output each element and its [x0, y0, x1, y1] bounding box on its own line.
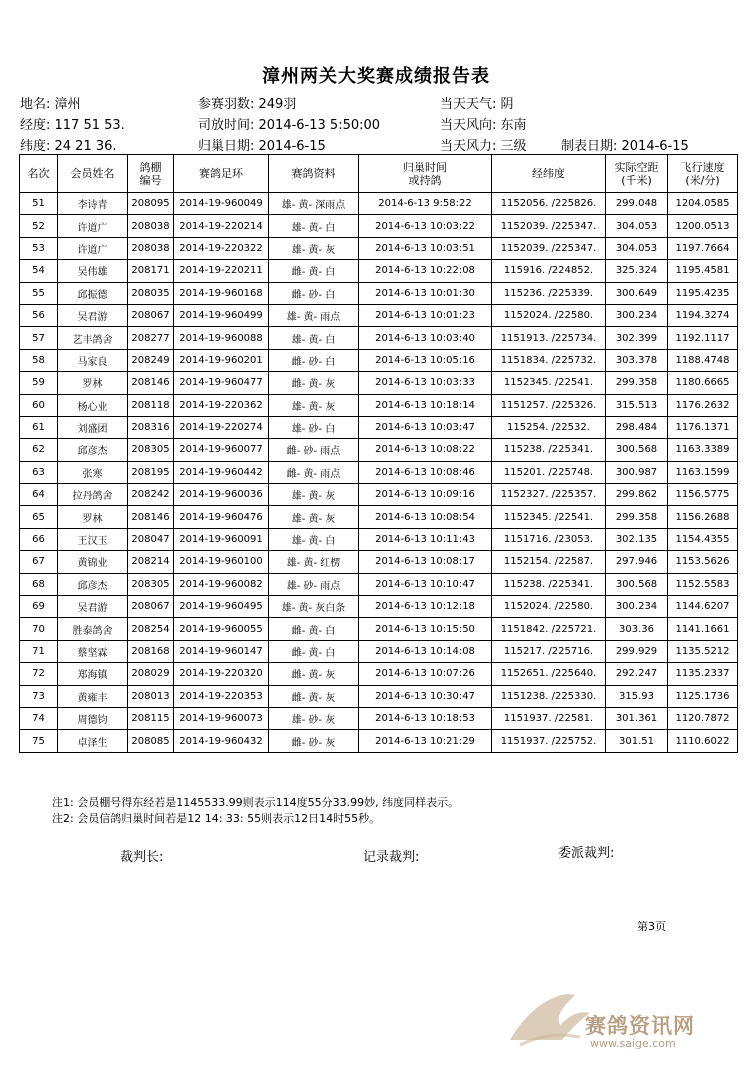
table-row: [20, 596, 738, 618]
cell-speed: 1194.3274: [668, 304, 738, 326]
cell-speed: 1176.2632: [668, 394, 738, 416]
table-row: [20, 237, 738, 259]
cell-member: 卓泽生: [58, 730, 128, 752]
cell-member: 郑海镇: [58, 663, 128, 685]
cell-ring: 2014-19-960499: [174, 304, 269, 326]
cell-member: 周德钧: [58, 707, 128, 729]
table-row: [20, 730, 738, 752]
header-ring: 赛鸽足环: [174, 155, 269, 193]
cell-loft: 208035: [128, 282, 174, 304]
cell-distance: 300.568: [606, 573, 668, 595]
cell-speed: 1163.3389: [668, 439, 738, 461]
cell-coords: 115217. /225716.: [492, 640, 606, 662]
cell-distance: 300.649: [606, 282, 668, 304]
cell-coords: 115238. /225341.: [492, 439, 606, 461]
cell-bird: 雌- 黄- 白: [269, 260, 359, 282]
cell-ring: 2014-19-960049: [174, 193, 269, 215]
cell-member: 许道广: [58, 215, 128, 237]
info-report-date: 制表日期: 2014-6-15: [561, 139, 689, 154]
cell-speed: 1110.6022: [668, 730, 738, 752]
cell-rank: 52: [20, 215, 58, 237]
table-row: [20, 215, 738, 237]
table-row: [20, 640, 738, 662]
cell-coords: 115201. /225748.: [492, 461, 606, 483]
cell-loft: 208249: [128, 349, 174, 371]
cell-member: 邱彦杰: [58, 439, 128, 461]
table-row: [20, 260, 738, 282]
cell-loft: 208038: [128, 237, 174, 259]
cell-bird: 雄- 黄- 灰: [269, 484, 359, 506]
cell-member: 胜泰鸽舍: [58, 618, 128, 640]
cell-ring: 2014-19-220214: [174, 215, 269, 237]
table-header-row: [20, 155, 738, 193]
info-weather: 当天天气: 阴: [440, 97, 514, 112]
cell-ring: 2014-19-220353: [174, 685, 269, 707]
cell-distance: 299.862: [606, 484, 668, 506]
cell-time: 2014-6-13 10:03:40: [359, 327, 492, 349]
cell-speed: 1156.2688: [668, 506, 738, 528]
header-loft: [128, 155, 174, 193]
cell-rank: 56: [20, 304, 58, 326]
page-number: 第3页: [637, 920, 666, 933]
cell-bird: 雄- 砂- 白: [269, 416, 359, 438]
header-time-line2: 或持鸽: [408, 173, 442, 187]
note-2: 注2: 会员信鸽归巢时间若是12 14: 33: 55则表示12日14时55秒。: [52, 812, 381, 825]
cell-loft: 208171: [128, 260, 174, 282]
cell-distance: 315.93: [606, 685, 668, 707]
table-row: [20, 663, 738, 685]
cell-ring: 2014-19-960073: [174, 707, 269, 729]
watermark-url: www.saige.com: [590, 1037, 676, 1050]
cell-rank: 65: [20, 506, 58, 528]
cell-ring: 2014-19-960147: [174, 640, 269, 662]
cell-coords: 1151913. /225734.: [492, 327, 606, 349]
cell-coords: 1152651. /225640.: [492, 663, 606, 685]
cell-member: 黄锦业: [58, 551, 128, 573]
cell-rank: 55: [20, 282, 58, 304]
header-distance-line1: 实际空距: [614, 160, 659, 174]
table-row: [20, 573, 738, 595]
cell-distance: 302.135: [606, 528, 668, 550]
cell-speed: 1135.2337: [668, 663, 738, 685]
cell-bird: 雌- 砂- 白: [269, 349, 359, 371]
table-row: [20, 327, 738, 349]
cell-time: 2014-6-13 10:21:29: [359, 730, 492, 752]
info-location: 地名: 漳州: [20, 97, 81, 112]
cell-time: 2014-6-13 10:11:43: [359, 528, 492, 550]
cell-member: 王汉玉: [58, 528, 128, 550]
cell-rank: 61: [20, 416, 58, 438]
table-row: [20, 193, 738, 215]
cell-speed: 1152.5583: [668, 573, 738, 595]
cell-coords: 1152327. /225357.: [492, 484, 606, 506]
cell-speed: 1195.4581: [668, 260, 738, 282]
cell-rank: 74: [20, 707, 58, 729]
cell-distance: 299.048: [606, 193, 668, 215]
info-longitude: 经度: 117 51 53.: [20, 118, 125, 133]
cell-rank: 54: [20, 260, 58, 282]
header-time-line1: 归巢时间: [403, 160, 447, 174]
cell-member: 李诗青: [58, 193, 128, 215]
cell-rank: 71: [20, 640, 58, 662]
info-latitude: 纬度: 24 21 36.: [20, 139, 117, 154]
cell-member: 吴伟雄: [58, 260, 128, 282]
cell-ring: 2014-19-960091: [174, 528, 269, 550]
cell-time: 2014-6-13 10:08:54: [359, 506, 492, 528]
header-speed: [668, 155, 738, 193]
cell-time: 2014-6-13 10:30:47: [359, 685, 492, 707]
table-row: [20, 551, 738, 573]
cell-time: 2014-6-13 10:01:23: [359, 304, 492, 326]
info-wind-force: 当天风力: 三级: [440, 139, 527, 154]
header-loft-line2: 编号: [139, 173, 162, 187]
cell-distance: 292.247: [606, 663, 668, 685]
cell-bird: 雄- 黄- 白: [269, 327, 359, 349]
cell-ring: 2014-19-960088: [174, 327, 269, 349]
cell-loft: 208115: [128, 707, 174, 729]
cell-loft: 208118: [128, 394, 174, 416]
results-table: [19, 154, 738, 753]
cell-distance: 300.568: [606, 439, 668, 461]
cell-rank: 64: [20, 484, 58, 506]
cell-bird: 雌- 黄- 灰: [269, 372, 359, 394]
cell-distance: 300.987: [606, 461, 668, 483]
cell-time: 2014-6-13 10:12:18: [359, 596, 492, 618]
header-rank: 名次: [20, 155, 58, 193]
table-row: [20, 304, 738, 326]
signature-delegated: 委派裁判:: [558, 846, 615, 861]
cell-loft: 208168: [128, 640, 174, 662]
cell-member: 许道广: [58, 237, 128, 259]
cell-loft: 208013: [128, 685, 174, 707]
cell-member: 邱彦杰: [58, 573, 128, 595]
cell-time: 2014-6-13 10:08:22: [359, 439, 492, 461]
cell-distance: 299.358: [606, 372, 668, 394]
cell-time: 2014-6-13 9:58:22: [359, 193, 492, 215]
cell-distance: 304.053: [606, 237, 668, 259]
cell-ring: 2014-19-960442: [174, 461, 269, 483]
cell-time: 2014-6-13 10:01:30: [359, 282, 492, 304]
info-participants: 参赛羽数: 249羽: [198, 97, 297, 112]
cell-distance: 302.399: [606, 327, 668, 349]
cell-member: 艺丰鸽舍: [58, 327, 128, 349]
header-member: 会员姓名: [58, 155, 128, 193]
cell-bird: 雌- 砂- 雨点: [269, 439, 359, 461]
cell-bird: 雄- 黄- 雨点: [269, 304, 359, 326]
cell-coords: 1152024. /22580.: [492, 304, 606, 326]
cell-ring: 2014-19-220211: [174, 260, 269, 282]
table-row: [20, 685, 738, 707]
table-row: [20, 528, 738, 550]
cell-time: 2014-6-13 10:15:50: [359, 618, 492, 640]
cell-distance: 298.484: [606, 416, 668, 438]
cell-ring: 2014-19-960077: [174, 439, 269, 461]
table-row: [20, 484, 738, 506]
cell-distance: 300.234: [606, 304, 668, 326]
cell-speed: 1163.1599: [668, 461, 738, 483]
cell-loft: 208067: [128, 304, 174, 326]
cell-member: 罗林: [58, 506, 128, 528]
cell-member: 邱振德: [58, 282, 128, 304]
cell-member: 吴君游: [58, 304, 128, 326]
table-row: [20, 416, 738, 438]
cell-bird: 雄- 黄- 灰: [269, 237, 359, 259]
cell-loft: 208316: [128, 416, 174, 438]
info-return-date: 归巢日期: 2014-6-15: [198, 139, 326, 154]
info-wind-direction: 当天风向: 东南: [440, 118, 527, 133]
cell-member: 马家良: [58, 349, 128, 371]
cell-loft: 208047: [128, 528, 174, 550]
cell-speed: 1156.5775: [668, 484, 738, 506]
cell-time: 2014-6-13 10:22:08: [359, 260, 492, 282]
table-row: [20, 618, 738, 640]
cell-time: 2014-6-13 10:18:14: [359, 394, 492, 416]
cell-time: 2014-6-13 10:08:46: [359, 461, 492, 483]
cell-rank: 60: [20, 394, 58, 416]
cell-time: 2014-6-13 10:03:47: [359, 416, 492, 438]
cell-rank: 59: [20, 372, 58, 394]
cell-distance: 304.053: [606, 215, 668, 237]
cell-loft: 208254: [128, 618, 174, 640]
cell-rank: 70: [20, 618, 58, 640]
cell-speed: 1195.4235: [668, 282, 738, 304]
header-time: [359, 155, 492, 193]
cell-coords: 1151834. /225732.: [492, 349, 606, 371]
cell-coords: 1152039. /225347.: [492, 215, 606, 237]
cell-coords: 1151257. /225326.: [492, 394, 606, 416]
cell-loft: 208242: [128, 484, 174, 506]
signature-chief: 裁判长:: [120, 850, 164, 865]
cell-loft: 208305: [128, 573, 174, 595]
cell-coords: 1151716. /23053.: [492, 528, 606, 550]
cell-ring: 2014-19-960495: [174, 596, 269, 618]
cell-bird: 雄- 砂- 灰: [269, 707, 359, 729]
cell-ring: 2014-19-960100: [174, 551, 269, 573]
cell-rank: 62: [20, 439, 58, 461]
header-speed-line1: 飞行速度: [680, 160, 725, 174]
cell-speed: 1204.0585: [668, 193, 738, 215]
cell-speed: 1154.4355: [668, 528, 738, 550]
cell-ring: 2014-19-960476: [174, 506, 269, 528]
cell-bird: 雄- 黄- 灰: [269, 506, 359, 528]
cell-coords: 1151937. /22581.: [492, 707, 606, 729]
cell-speed: 1188.4748: [668, 349, 738, 371]
signature-recorder: 记录裁判:: [363, 850, 420, 865]
cell-ring: 2014-19-960168: [174, 282, 269, 304]
cell-coords: 1151842. /225721.: [492, 618, 606, 640]
cell-coords: 1152024. /22580.: [492, 596, 606, 618]
cell-member: 杨心业: [58, 394, 128, 416]
cell-speed: 1141.1661: [668, 618, 738, 640]
cell-ring: 2014-19-220274: [174, 416, 269, 438]
cell-bird: 雌- 黄- 白: [269, 640, 359, 662]
table-row: [20, 349, 738, 371]
cell-speed: 1180.6665: [668, 372, 738, 394]
cell-loft: 208305: [128, 439, 174, 461]
cell-speed: 1125.1736: [668, 685, 738, 707]
cell-distance: 299.358: [606, 506, 668, 528]
cell-coords: 1152056. /225826.: [492, 193, 606, 215]
cell-coords: 1152345. /22541.: [492, 506, 606, 528]
info-release-time: 司放时间: 2014-6-13 5:50:00: [198, 118, 381, 133]
cell-coords: 1151238. /225330.: [492, 685, 606, 707]
cell-rank: 63: [20, 461, 58, 483]
watermark-text: 赛鸽资讯网: [585, 1014, 695, 1038]
cell-bird: 雌- 砂- 灰: [269, 730, 359, 752]
cell-member: 罗林: [58, 372, 128, 394]
cell-rank: 68: [20, 573, 58, 595]
cell-rank: 53: [20, 237, 58, 259]
cell-bird: 雌- 黄- 灰: [269, 663, 359, 685]
cell-ring: 2014-19-220320: [174, 663, 269, 685]
cell-ring: 2014-19-220362: [174, 394, 269, 416]
cell-distance: 297.946: [606, 551, 668, 573]
cell-loft: 208146: [128, 372, 174, 394]
cell-time: 2014-6-13 10:14:08: [359, 640, 492, 662]
cell-distance: 299.929: [606, 640, 668, 662]
cell-member: 张寒: [58, 461, 128, 483]
cell-bird: 雌- 黄- 雨点: [269, 461, 359, 483]
header-loft-line1: 鸽棚: [139, 160, 162, 174]
cell-bird: 雄- 黄- 灰: [269, 394, 359, 416]
cell-rank: 69: [20, 596, 58, 618]
cell-ring: 2014-19-960432: [174, 730, 269, 752]
cell-time: 2014-6-13 10:07:26: [359, 663, 492, 685]
table-row: [20, 439, 738, 461]
cell-member: 黄雍丰: [58, 685, 128, 707]
header-distance: [606, 155, 668, 193]
cell-distance: 325.324: [606, 260, 668, 282]
cell-distance: 300.234: [606, 596, 668, 618]
cell-time: 2014-6-13 10:03:51: [359, 237, 492, 259]
cell-distance: 315.513: [606, 394, 668, 416]
cell-member: 蔡坚霖: [58, 640, 128, 662]
cell-ring: 2014-19-220322: [174, 237, 269, 259]
cell-distance: 303.36: [606, 618, 668, 640]
cell-coords: 1151937. /225752.: [492, 730, 606, 752]
cell-rank: 75: [20, 730, 58, 752]
cell-coords: 115916. /224852.: [492, 260, 606, 282]
header-coords: 经纬度: [492, 155, 606, 193]
table-row: [20, 282, 738, 304]
cell-rank: 72: [20, 663, 58, 685]
table-row: [20, 461, 738, 483]
cell-loft: 208067: [128, 596, 174, 618]
cell-loft: 208085: [128, 730, 174, 752]
cell-distance: 301.361: [606, 707, 668, 729]
cell-time: 2014-6-13 10:09:16: [359, 484, 492, 506]
table-row: [20, 372, 738, 394]
cell-distance: 303.378: [606, 349, 668, 371]
cell-time: 2014-6-13 10:05:16: [359, 349, 492, 371]
cell-speed: 1197.7664: [668, 237, 738, 259]
cell-bird: 雌- 黄- 灰: [269, 685, 359, 707]
cell-ring: 2014-19-960201: [174, 349, 269, 371]
cell-bird: 雄- 黄- 深雨点: [269, 193, 359, 215]
cell-member: 拉丹鸽舍: [58, 484, 128, 506]
cell-rank: 58: [20, 349, 58, 371]
cell-loft: 208214: [128, 551, 174, 573]
cell-speed: 1120.7872: [668, 707, 738, 729]
header-speed-line2: (米/分): [685, 173, 720, 187]
cell-speed: 1192.1117: [668, 327, 738, 349]
cell-distance: 301.51: [606, 730, 668, 752]
cell-loft: 208029: [128, 663, 174, 685]
cell-time: 2014-6-13 10:08:17: [359, 551, 492, 573]
cell-ring: 2014-19-960036: [174, 484, 269, 506]
cell-coords: 1152345. /22541.: [492, 372, 606, 394]
cell-coords: 115236. /225339.: [492, 282, 606, 304]
cell-rank: 67: [20, 551, 58, 573]
cell-loft: 208095: [128, 193, 174, 215]
cell-loft: 208195: [128, 461, 174, 483]
cell-member: 吴君游: [58, 596, 128, 618]
note-1: 注1: 会员棚号得东经若是1145533.99则表示114度55分33.99妙, 纬度同样表示。: [52, 796, 460, 809]
table-row: [20, 707, 738, 729]
cell-loft: 208038: [128, 215, 174, 237]
cell-speed: 1153.5626: [668, 551, 738, 573]
cell-speed: 1176.1371: [668, 416, 738, 438]
cell-time: 2014-6-13 10:10:47: [359, 573, 492, 595]
cell-rank: 57: [20, 327, 58, 349]
cell-coords: 1152154. /22587.: [492, 551, 606, 573]
cell-loft: 208146: [128, 506, 174, 528]
cell-speed: 1135.5212: [668, 640, 738, 662]
cell-ring: 2014-19-960082: [174, 573, 269, 595]
cell-bird: 雄- 黄- 红楞: [269, 551, 359, 573]
cell-loft: 208277: [128, 327, 174, 349]
cell-bird: 雌- 砂- 白: [269, 282, 359, 304]
cell-ring: 2014-19-960055: [174, 618, 269, 640]
cell-bird: 雄- 黄- 白: [269, 528, 359, 550]
cell-bird: 雄- 黄- 白: [269, 215, 359, 237]
cell-bird: 雌- 黄- 白: [269, 618, 359, 640]
cell-bird: 雄- 黄- 灰白条: [269, 596, 359, 618]
table-row: [20, 506, 738, 528]
cell-coords: 115238. /225341.: [492, 573, 606, 595]
cell-speed: 1200.0513: [668, 215, 738, 237]
table-row: [20, 394, 738, 416]
header-distance-line2: (千米): [621, 173, 652, 187]
cell-coords: 115254. /22532.: [492, 416, 606, 438]
cell-rank: 51: [20, 193, 58, 215]
cell-ring: 2014-19-960477: [174, 372, 269, 394]
cell-time: 2014-6-13 10:03:22: [359, 215, 492, 237]
cell-rank: 66: [20, 528, 58, 550]
header-bird: 赛鸽资料: [269, 155, 359, 193]
cell-time: 2014-6-13 10:03:33: [359, 372, 492, 394]
cell-coords: 1152039. /225347.: [492, 237, 606, 259]
cell-member: 刘盛团: [58, 416, 128, 438]
cell-bird: 雄- 砂- 雨点: [269, 573, 359, 595]
cell-rank: 73: [20, 685, 58, 707]
page-title: 漳州两关大奖赛成绩报告表: [262, 66, 490, 87]
cell-speed: 1144.6207: [668, 596, 738, 618]
cell-time: 2014-6-13 10:18:53: [359, 707, 492, 729]
